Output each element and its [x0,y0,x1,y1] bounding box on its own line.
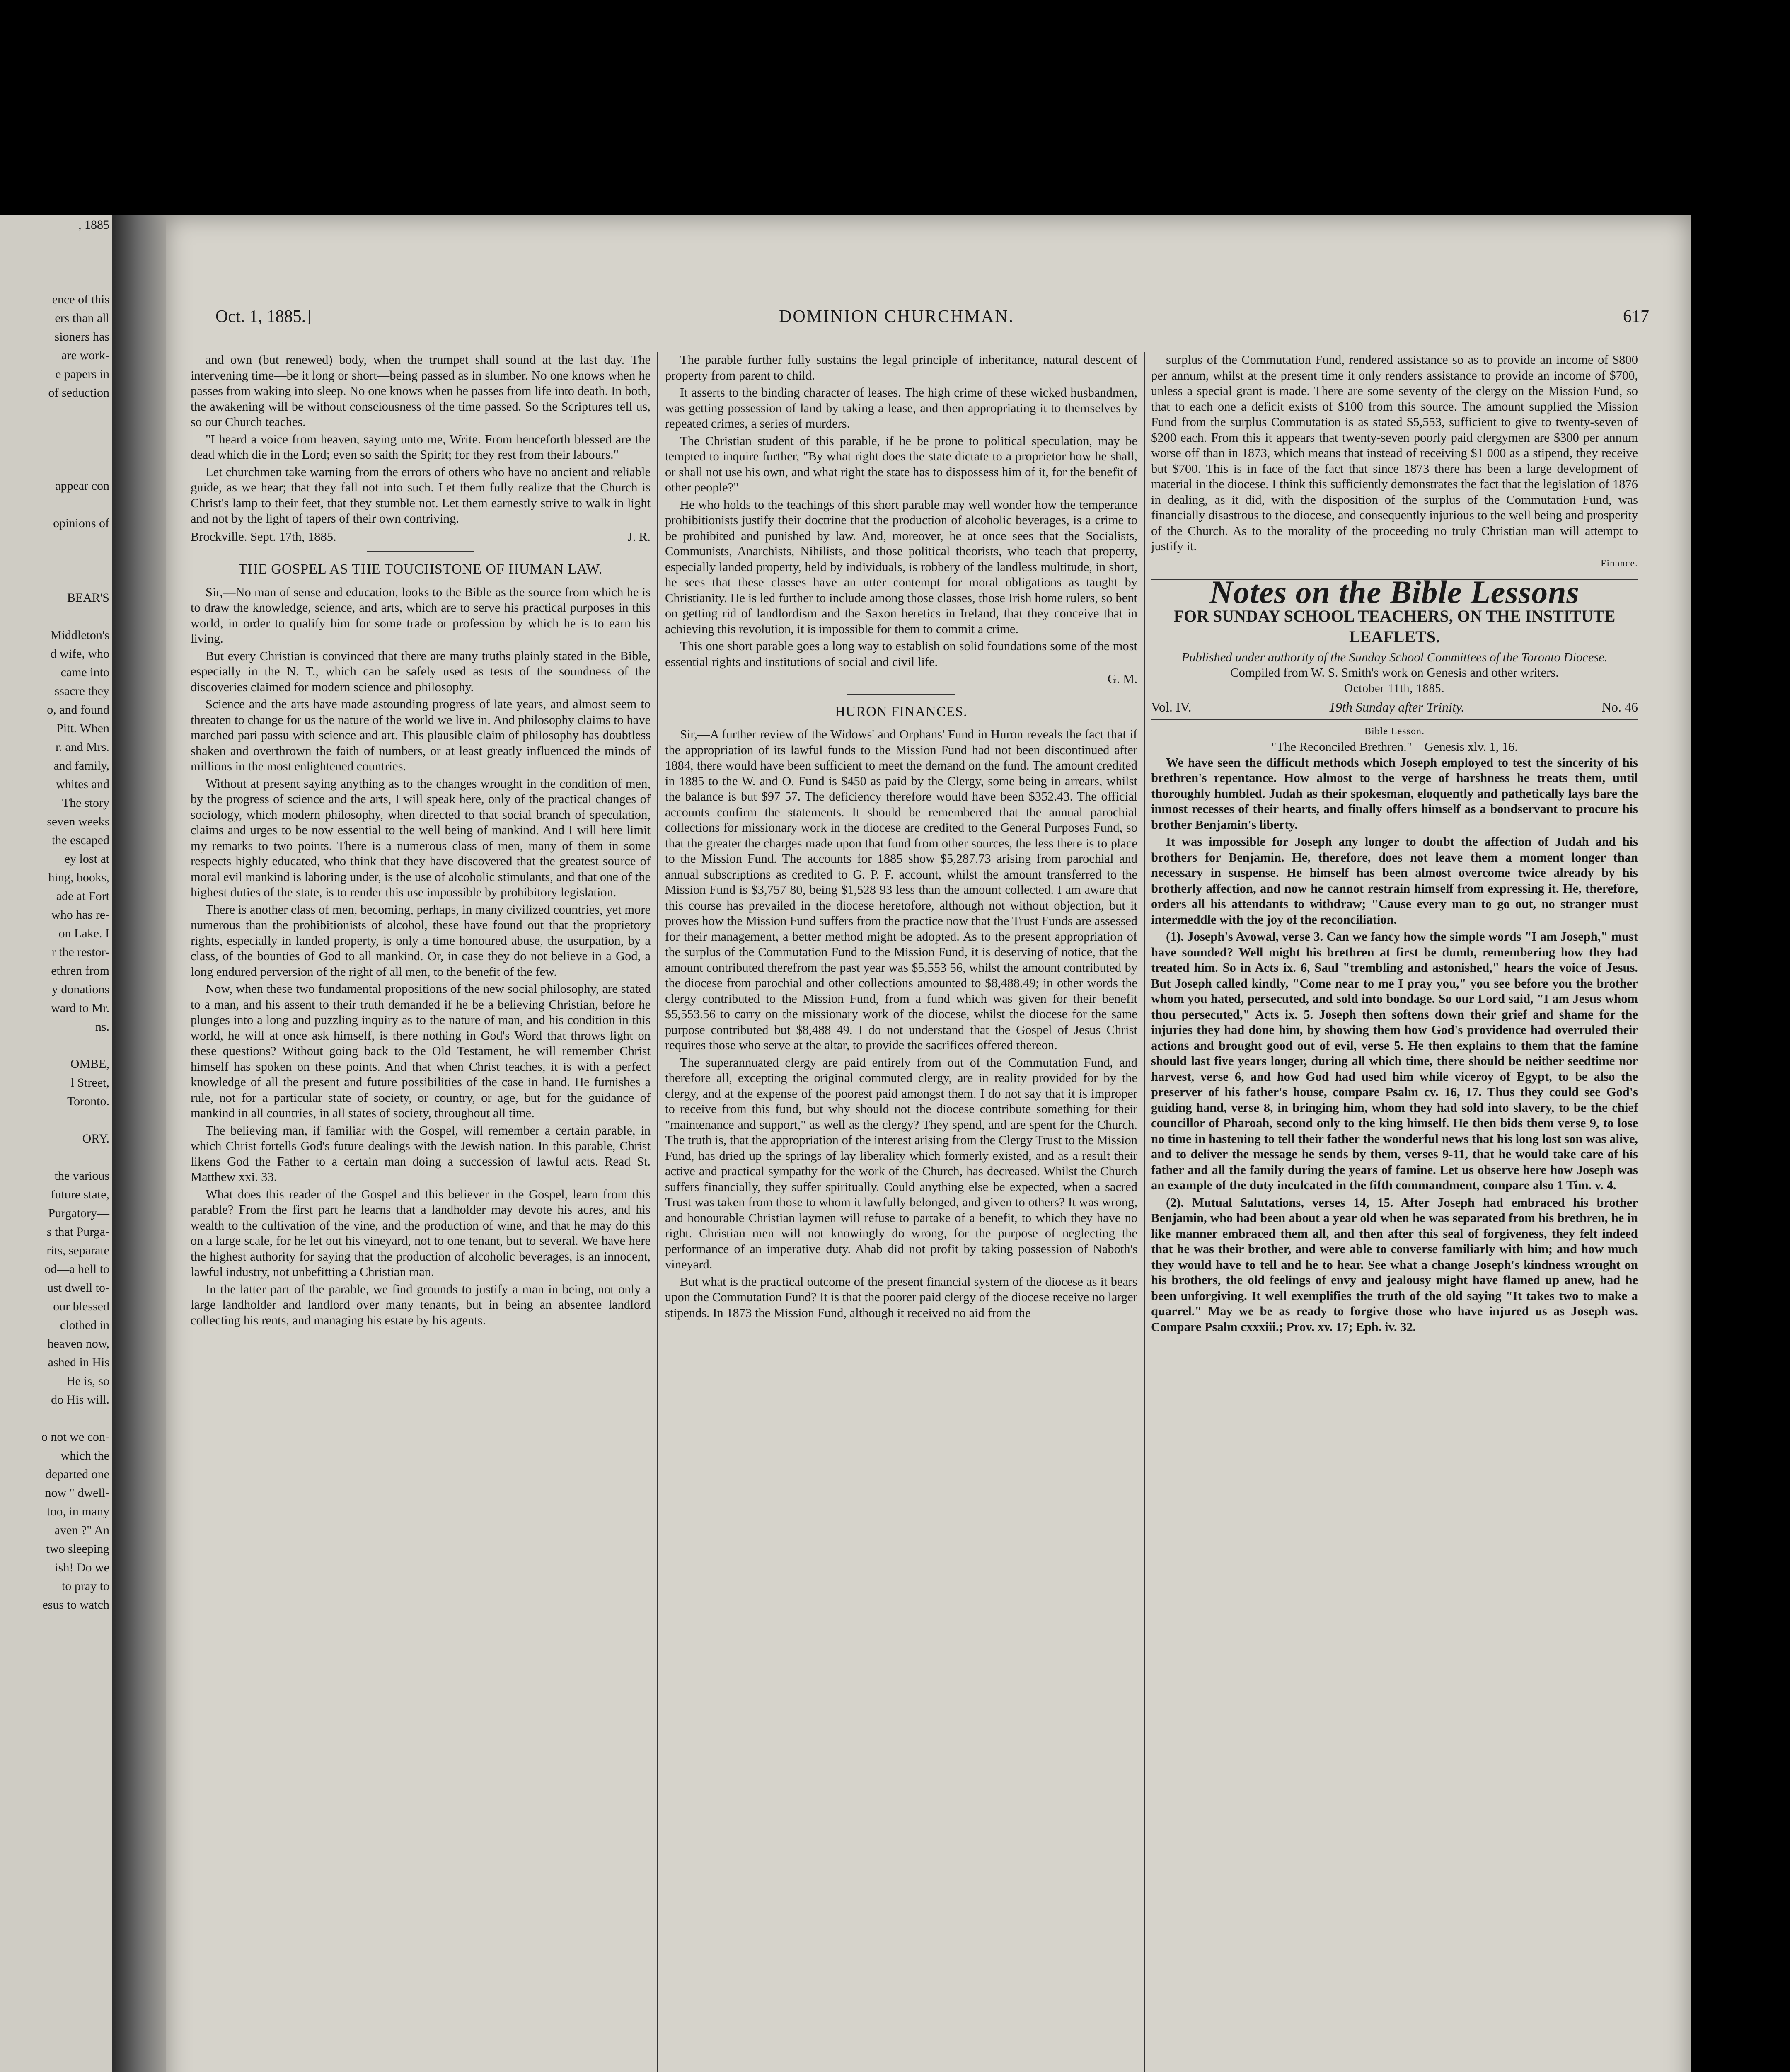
left-page-line [0,421,112,439]
paragraph: The superannuated clergy are paid entirely from out of the Commutation Fund, and therefore all, excepting the original commuted clergy, are in reality provided for by the clergy, and at the expense of the poorest paid amongst them. I do not say that it is improper to receive from this fund, but why should not the diocese contribute something for their "maintenance and support," as well as the clergy? They spend, and are spent for the Church. The truth is, that the appropriation of the interest arising from the Clergy Trust to the Mission Fund, has dried up the springs of lay liberality which formerly existed, and as a result their active and practical sympathy for the work of the Church, has decreased. Whilst the Church suffers financially, they suffer spiritually. Could anything else be expected, when a sacred Trust was taken from those to whom it lawfully belonged, and given to others? It was wrong, and honourable Christian laymen will refuse to partake of a benefit, to which they have no right. Christian men will not knowingly do wrong, for the purpose of neglecting the performance of an imperative duty. Ahab did not profit by taking possession of Naboth's vineyard. [665,1055,1137,1271]
left-page-line: two sleeping [46,1542,109,1556]
left-page-line: ns. [95,1020,109,1034]
left-page-line [0,551,112,570]
paragraph: There is another class of men, becoming, perhaps, in many civilized countries, yet more numerous than the prohibitionists of alcohol, these have found out that the proprietory rights, especially in landed property, is only a time honoured abuse, the usurpation, by a class, of the bounties of God to all mankind. Or, in case they do not believe in a God, a long endured perversion of the right of all men, to the benefit of the few. [191,902,651,979]
header-page-number: 617 [1623,307,1649,326]
left-page-line: whites and [56,777,109,791]
parable-signature: G. M. [1107,672,1137,686]
left-page-line [0,439,112,458]
left-page-line: appear con [55,479,109,493]
left-page-line: heaven now, [47,1337,109,1351]
left-page-line: to pray to [62,1579,109,1593]
left-page-line [0,533,112,551]
left-page-line: ish! Do we [55,1561,109,1574]
lesson-date: October 11th, 1885. [1344,682,1445,695]
sunday-name: 19th Sunday after Trinity. [1329,700,1465,714]
letter-signature [191,529,651,545]
article-title-huron: HURON FINANCES. [835,704,968,719]
paragraph: (1). Joseph's Avowal, verse 3. Can we fancy how the simple words "I am Joseph," must have sounded? Well might his brethren at first be dumb, remembering how they had treated him. So in Acts ix. 6, Saul "trembling and astonished," hears the voice of Jesus. But Joseph called kindly, "Come near to me I pray you," you see before you the brother whom you hated, persecuted, and sold into bondage. So our Lord said, "I am Jesus whom thou persecuted," Acts ix. 5. Joseph then softens down their grief and shame for the injuries they had done him, by showing them how God's providence had overruled their actions and brought good out of evil, verse 5. He then explains to them that the famine should last five years longer, during all which time, there should be neither seedtime nor harvest, verse 6, and how God had used him while viceroy of Egypt, to be also the preserver of his father's house, compare Psalm cv. 16, 17. Thus they could see God's guiding hand, verse 8, in bringing him, whom they had sold into slavery, to be the chief councillor of Pharoah, second only to the king himself. He then bids them verse 9, to lose no time in hastening to tell their father the wonderful news that his long lost son was alive, and to deliver the message he sends by them, verses 9-11, that he would take care of his father and all the family during the years of famine. Let us observe here how Joseph was an example of the duty inculcated in the fifth commandment, compare also 1 Tim. v. 4. [1151,929,1638,1192]
left-page-line: on Lake. I [58,927,109,940]
notes-title: Notes on the Bible Lessons [1209,574,1580,610]
left-page-line: BEAR'S [67,591,109,605]
paragraph: But every Christian is convinced that there are many truths plainly stated in the Bible, especially in the N. T., which can be safely used as tests of the soundness of the discoveries claimed for modern science and philosophy. [191,649,651,694]
left-page-line: sioners has [54,330,109,344]
huron-paragraphs [665,727,1137,1321]
column-rule [1144,352,1145,2072]
left-page-line: clothed in [60,1318,109,1332]
left-page-line: ers than all [55,311,109,325]
paragraph: It asserts to the binding character of leases. The high crime of these wicked husbandmen, was getting possession of land by taking a lease, and then appropriating it to themselves by repeated crimes, a series of murders. [665,385,1137,431]
left-page-line: ORY. [82,1132,109,1145]
left-page-line [0,458,112,477]
left-page-line [0,607,112,626]
left-page-line: aven ?" An [54,1523,109,1537]
left-page-line: e papers in [56,367,109,381]
newspaper-page [166,215,1691,2072]
left-page-line: OMBE, [70,1057,109,1071]
left-page-line: who has re- [51,908,109,922]
left-page-line [0,1111,112,1129]
left-page-line: too, in many [47,1505,109,1518]
left-page-line [0,253,112,271]
paragraph: In the latter part of the parable, we find grounds to justify a man in being, not only a large landholder and landlord over many tenants, but in being an absentee landlord collecting his rents, and managing his estate by his agents. [191,1282,651,1327]
left-page-line [0,1409,112,1428]
header-title: DOMINION CHURCHMAN. [779,307,1015,326]
paragraph: Sir,—No man of sense and education, looks to the Bible as the source from which he is to draw the knowledge, science, and arts, which are to serve his practical purposes in this world, in order to qualify him for some trade or profession by which he is to earn his living. [191,585,651,646]
left-page-line: ward to Mr. [51,1001,109,1015]
column-2 [665,352,1137,1322]
left-page-line: ence of this [52,293,109,306]
paragraph: He who holds to the teachings of this short parable may well wonder how the temperance prohibitionists justify their doctrine that the production of alcoholic beverages, is a crime to be prohibited and punished by law. And, moreover, he at once sees that the Socialists, Communists, Anarchists, Nihilists, and those political theorists, who teach that property, especially landed property, held by individuals, is robbery of the landless multitude, in short, he sees that these classes have an utter contempt for moral obligations as taught by Christianity. He is led further to include among those classes, those Irish home rulers, so bent on getting rid of landlordism and the Saxon heretics in Ireland, that they conceive that in achieving this revolution, it is impossible for them to commit a crime. [665,497,1137,636]
paragraph: The Christian student of this parable, if he be prone to political speculation, may be tempted to inquire further, "By what right does the state dictate to a proprietor how he shall, or shall not use his own, and what right the state has to dispossess him of it, for the benefit of other people?" [665,433,1137,494]
left-page-line: Middleton's [50,628,109,642]
left-page-line: do His will. [51,1393,109,1406]
left-page-line: l Street, [70,1076,109,1089]
left-page-line [0,271,112,290]
paragraph: Without at present saying anything as to the changes wrought in the condition of men, by the progress of science and the arts, I will speak here, only of the practical changes of sociology, which modern philosophy, when directed to that social branch of speculation, claims and urges to be now essential to the well being of mankind. And I will here limit my remarks to two points. There is a numerous class of men, many of them in some respects highly educated, who think that they have discovered that the greatest source of moral evil mankind is laboring under, is the use of alcoholic stimulants, and that one of the highest duties of the state, is to render this use impossible by prohibitory legislation. [191,776,651,899]
paragraph: and own (but renewed) body, when the trumpet shall sound at the last day. The intervening time—be it long or short—being passed as in slumber. No one knows when he passes from waking into sleep. No one knows when he passes from life into death. In both, the awakening will be without consciousness of the time passed. So the Scriptures tell us, so our Church teaches. [191,353,651,429]
column-3 [1151,352,1638,1336]
left-page-edge [0,215,112,2072]
left-page-line [0,1148,112,1167]
page-header [199,307,1666,332]
compiled-line: Compiled from W. S. Smith's work on Genesis and other writers. [1230,666,1559,680]
left-page-line: the various [54,1169,109,1183]
intro-paragraphs [191,352,651,527]
left-page-line: o not we con- [41,1430,109,1444]
left-page-line: Toronto. [67,1094,109,1108]
signature-place: Brockville. Sept. 17th, 1885. [191,529,336,544]
left-page-line: The story [62,796,109,810]
left-page-line: s that Purga- [46,1225,109,1239]
paragraph: This one short parable goes a long way to establish on solid foundations some of the most essential rights and institutions of social and civil life. [665,639,1137,669]
left-page-line: hing, books, [48,871,109,884]
finance-signature: Finance. [1601,558,1638,569]
issue-number: No. 46 [1601,700,1638,714]
left-page-line: and family, [53,759,109,772]
left-page-line: opinions of [53,516,109,530]
paragraph: The parable further fully sustains the legal principle of inheritance, natural descent of property from parent to child. [665,353,1137,382]
header-date: Oct. 1, 1885.] [215,307,312,326]
left-page-line: Pitt. When [56,721,109,735]
left-page-line: esus to watch [42,1598,109,1612]
lesson-paragraphs [1151,755,1638,1335]
left-page-line: which the [60,1449,109,1462]
left-page-line: now " dwell- [45,1486,109,1500]
paragraph: What does this reader of the Gospel and this believer in the Gospel, learn from this parable? From the first part he learns that a landholder may devote his acres, and his wealth to the cultivation of the vine, and the production of wine, and that he may do this on a large scale, for he let out his vineyard, not to one tenant, but to several. We have here the highest authority for saying that the production of alcoholic beverages, is an innocent, lawful industry, not unbefitting a Christian man. [191,1187,651,1279]
published-line: Published under authority of the Sunday School Committees of the Toronto Diocese. [1181,650,1608,664]
left-page-line: our blessed [53,1300,109,1313]
left-page-line: seven weeks [47,815,109,828]
left-page-line [0,1036,112,1055]
left-page-line: ust dwell to- [47,1281,109,1295]
left-page-line: the escaped [51,833,109,847]
left-page-line [0,570,112,588]
left-page-line: r. and Mrs. [56,740,109,754]
volume-row [1151,700,1638,715]
divider [1151,719,1638,720]
paragraph: We have seen the difficult methods which Joseph employed to test the sincerity of his brethren's repentance. How almost to the verge of harshness he treats them, until thoroughly humbled. Judah as their spokesman, eloquently and pathetically lays bare the inmost recesses of their hearts, and finally offers himself as a bondservant to procure his brother Benjamin's liberty. [1151,755,1638,832]
volume: Vol. IV. [1151,700,1192,714]
bible-lesson-heading: Bible Lesson. [1364,726,1425,737]
left-page-line: r the restor- [51,945,109,959]
left-page-line [0,234,112,253]
left-page-line: He is, so [66,1374,109,1388]
paragraph: Now, when these two fundamental propositions of the new social philosophy, are stated to a man, and his assent to their truth demanded if he be a believing Christian, before he plunges into a long and puzzling inquiry as to the nature of man, and his condition in this world, he will at once ask himself, is there nothing in God's Word that throws light on these questions? Without going back to the Old Testament, he will remember Christ himself has spoken on these points. And that when Christ teaches, it is with a perfect knowledge of all the present and future possibilities of the case in hand. He furnishes a rule, not for a particular state of society, or country, or age, but for the guidance of mankind in all countries, in all states of society, throughout all time. [191,982,651,1120]
parable-paragraphs [665,352,1137,670]
paragraph: But what is the practical outcome of the present financial system of the diocese as it bears upon the Commutation Fund? It is that the poorer paid clergy of the diocese receive no larger stipends. In 1873 the Mission Fund, although it received no aid from the [665,1274,1137,1320]
left-page-line: came into [60,666,109,679]
paragraph: Sir,—A further review of the Widows' and Orphans' Fund in Huron reveals the fact that if the appropriation of its lawful funds to the Mission Fund had not been discontinued after 1884, there would have been sufficient to meet the demand on the fund. The amount credited in 1885 to the W. and O. Fund is $450 as paid by the Clergy, some being in arrears, whilst the balance is but $97 57. The deficiency therefore would have been $352.43. The official accounts confirm the statements. It should be remembered that the annual parochial collections for missionary work in the diocese are credited to the General Purposes Fund, so that the greater the charges made upon that fund from other sources, the less there is to place to the Mission Fund. The accounts for 1885 show $5,287.73 arising from parochial and annual subscriptions as credited to G. P. F. account, whilst the amount transferred to the Mission Fund is $3,757 80, being $1,528 93 less than the amount collected. I am aware that this course has prevailed in the diocese heretofore, although not without objection, but it proves how the Mission Fund suffers from the practice now that the Trust Funds are assessed for their management, a better method might be adopted. As to the present appropriation of the surplus of the Commutation Fund to the Mission Fund, it is deserving of notice, that the amount contributed therefrom the past year was $5,553 56, whilst the amount contributed by the diocese from parochial and other collections amounted to $8,488.49; in other words the clergy contributed to the Mission Fund, from a fund which was given for their benefit $5,553.56 to carry on the missionary work of the diocese, whilst the diocese for the same purpose contributed but $8,488 49. I do not understand that the Gospel of Jesus Christ requires those who serve at the altar, to provide the sacrifices offered thereon. [665,727,1137,1052]
paragraph: Let churchmen take warning from the errors of others who have no ancient and reliable guide, as we hear; that they fall not into such. Let them fully realize that the Church is Christ's lamp to their feet, that they stumble not. Let them earnestly strive to walk in light and not by the light of tapers of their own contriving. [191,465,651,525]
left-page-line: , 1885 [78,218,109,232]
paragraph: Science and the arts have made astounding progress of late years, and almost seem to threaten to change for us the nature of the world we live in. And philosophy claims to have marched pari passu with science and art. This plausible claim of philosophy has doubtless shaken and overthrown the faith of numbers, or at least greatly influenced the minds of millions in the most enlightened countries. [191,697,651,773]
paragraph: It was impossible for Joseph any longer to doubt the affection of Judah and his brothers for Benjamin. He, therefore, does not leave them a moment longer than necessary in suspense. He himself has been almost overcome twice already by his brotherly affection, and now he cannot restrain himself from expressing it. He, therefore, orders all his attendants to withdraw; "Cause every man to go out, no stranger must intermeddle with the joy of the reconciliation. [1151,835,1638,927]
paragraph: "I heard a voice from heaven, saying unto me, Write. From henceforth blessed are the dead which die in the Lord; even so saith the Spirit; for they rest from their labours." [191,432,651,462]
lesson-reference: "The Reconciled Brethren."—Genesis xlv. 1, 16. [1271,740,1518,754]
left-page-line: are work- [61,349,109,362]
left-page-line [0,402,112,421]
left-page-line: ade at Fort [56,889,109,903]
signature-name: J. R. [627,529,651,544]
left-page-line: o, and found [47,703,109,716]
left-page-line: ey lost at [64,852,109,866]
left-page-line: Purgatory— [48,1206,109,1220]
column-rule [657,352,658,2072]
left-page-line: rits, separate [46,1244,109,1257]
left-page-line [0,495,112,514]
divider [847,694,955,695]
left-page-line: of seduction [48,386,109,399]
column-1 [191,352,651,1330]
left-page-line: ethren from [51,964,109,978]
paragraph: surplus of the Commutation Fund, rendered assistance so as to provide an income of $800 per annum, whilst at the present time it only renders assistance to provide an income of $700, unless a special grant is made. There are some seventy of the clergy on the Mission Fund, so that to each one a deficit exists of $100 from this source. The amount supplied the Mission Fund from the surplus Commutation is as stated $5,553, sufficient to give to twenty-seven of $200 each. From this it appears that twenty-seven poorly paid clergymen are $300 per annum worse off than in 1873, which means that instead of receiving $1 000 as a stipend, they receive but $700. This is in face of the fact that since 1873 there has been a large development of material in the diocese. I think this sufficiently demonstrates the fact that the legislation of 1876 in dealing, as it did, with the disposition of the surplus of the Commutation Fund, was financially disastrous to the diocese, and consequently injurious to the well being and prosperity of the Church. As to the morality of the proceeding no truly Christian man will attempt to justify it. [1151,353,1638,553]
finance-paragraphs [1151,352,1638,554]
left-page-line: future state, [51,1188,109,1201]
left-page-line: ashed in His [48,1356,109,1369]
paragraph: The believing man, if familiar with the Gospel, will remember a certain parable, in which Christ fortells God's future dealings with the Jewish nation. In this parable, Christ likens God the Father to a certain man doing a succession of lawful acts. Read St. Matthew xxi. 33. [191,1123,651,1184]
left-page-line: ssacre they [54,684,109,698]
left-page-line: departed one [45,1467,109,1481]
paragraph: (2). Mutual Salutations, verses 14, 15. After Joseph had embraced his brother Benjamin, who had been about a year old when he was separated from his brethren, he in like manner embraced them all, and then after this seal of forgiveness, they felt indeed that he was their brother, and were able to converse familiarly with him; and how much they would have to tell and he to hear. See what a change Joseph's kindness wrought on his brothers, the old feelings of envy and jealousy might have flamed up anew, had he been unforgiving. It well exemplifies the truth of the old saying "It takes two to make a quarrel." May we be as ready to forgive those who have injured us as Joseph was. Compare Psalm cxxxiii.; Prov. xv. 17; Eph. iv. 32. [1151,1195,1638,1334]
divider [367,551,474,552]
left-page-line: od—a hell to [44,1262,109,1276]
left-page-line: d wife, who [50,647,109,661]
gospel-paragraphs [191,585,651,1329]
article-title-gospel: THE GOSPEL AS THE TOUCHSTONE OF HUMAN LAW. [238,562,603,577]
left-page-line: y donations [51,983,109,996]
notes-subtitle: FOR SUNDAY SCHOOL TEACHERS, ON THE INSTITUTE LEAFLETS. [1173,606,1616,646]
